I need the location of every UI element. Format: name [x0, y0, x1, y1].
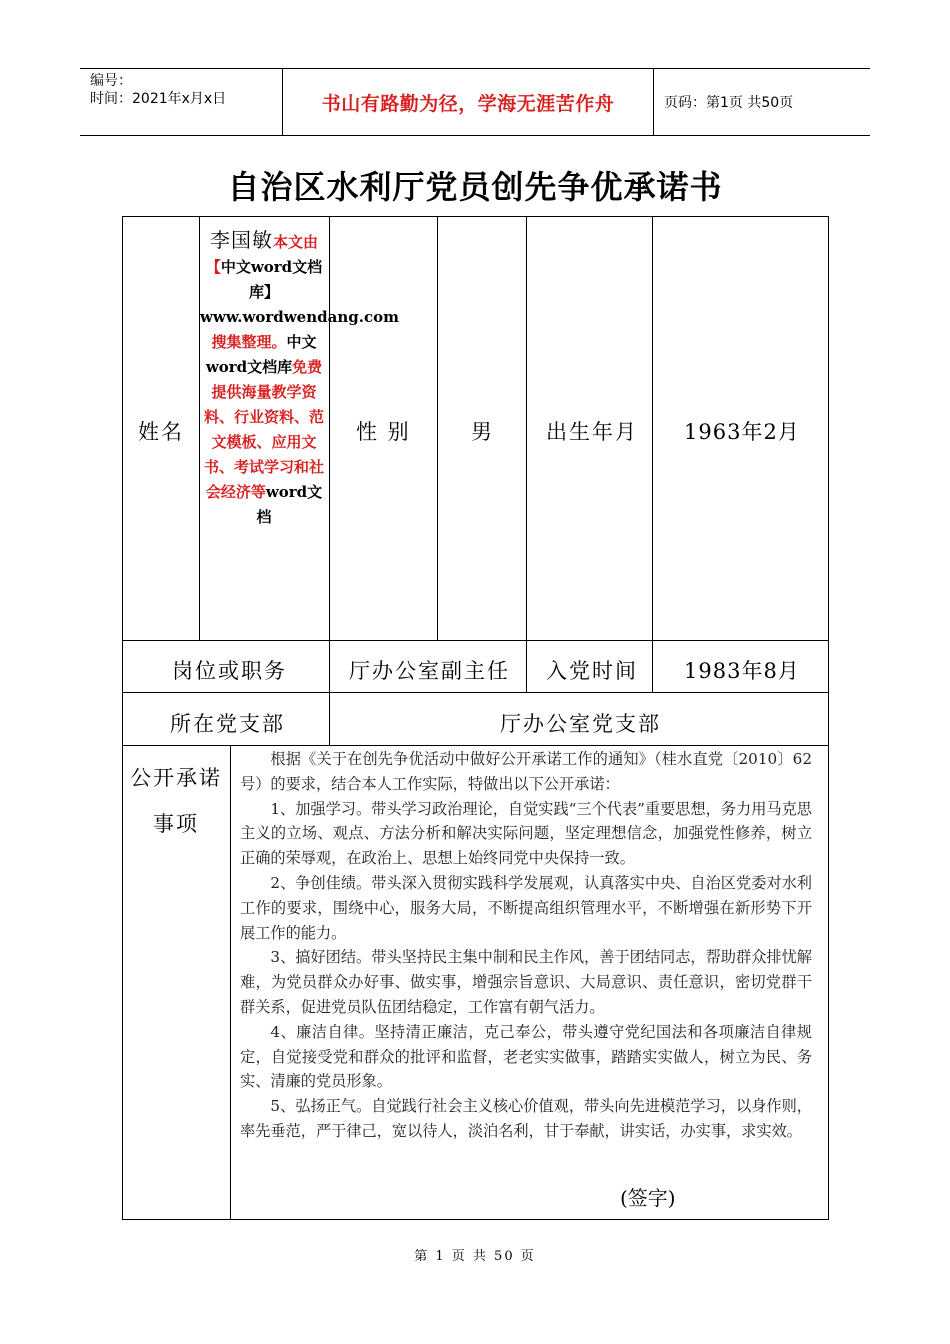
- table-rule: [122, 692, 828, 693]
- page-footer: 第 1 页 共 50 页: [414, 1249, 536, 1264]
- pledge-paragraph: 5、弘扬正气。自觉践行社会主义核心价值观，带头向先进模范学习，以身作则，率先垂范，严于律己，宽以待人，淡泊名利，甘于奉献，讲实话，办实事，求实效。: [240, 1097, 812, 1140]
- signature-field: (签字): [620, 1186, 676, 1210]
- pledge-label: 公开承诺: [130, 766, 222, 790]
- table-rule: [652, 216, 653, 692]
- document-title: 自治区水利厅党员创先争优承诺书: [227, 168, 723, 206]
- header-motto: 书山有路勤为径，学海无涯苦作舟: [283, 69, 654, 135]
- name-ad-text: word文档: [256, 483, 323, 526]
- table-border-left: [122, 216, 123, 1220]
- name-label: 姓名: [138, 420, 184, 444]
- pledge-content: [240, 747, 812, 1144]
- header-meta: [80, 69, 283, 135]
- table-rule: [122, 745, 828, 746]
- pledge-paragraph: 2、争创佳绩。带头深入贯彻实践科学发展观，认真落实中央、自治区党委对水利工作的要求，围绕中心，服务大局，不断提高组织管理水平，不断增强在新形势下开展工作的能力。: [240, 873, 812, 942]
- header-time: 时间：2021年x月x日: [90, 91, 227, 107]
- table-border-right: [828, 216, 829, 1220]
- name-ad-text: 搜集整理。: [211, 333, 287, 351]
- pledge-label: 事项: [153, 812, 199, 836]
- name-ad-text: 本文由【: [205, 233, 318, 276]
- branch-label: 所在党支部: [170, 712, 285, 736]
- table-rule: [122, 640, 828, 641]
- join-label: 入党时间: [546, 659, 638, 683]
- gender-value: 男: [471, 420, 494, 444]
- table-rule: [437, 216, 438, 640]
- position-value: 厅办公室副主任: [349, 659, 510, 683]
- table-rule: [526, 216, 527, 692]
- table-border-bottom: [122, 1219, 829, 1220]
- birth-label: 出生年月: [546, 420, 638, 444]
- page-header: [80, 68, 870, 136]
- name-ad-text: 中文word文档库】www.wordwendang.com: [200, 258, 399, 326]
- header-page-info: 页码：第1页 共50页: [664, 95, 794, 111]
- position-label: 岗位或职务: [172, 659, 287, 683]
- pledge-paragraph: 4、廉洁自律。坚持清正廉洁，克己奉公，带头遵守党纪国法和各项廉洁自律规定，自觉接受党和群众的批评和监督，老老实实做事，踏踏实实做人，树立为民、务实、清廉的党员形象。: [240, 1022, 812, 1091]
- header-number: 编号：: [90, 73, 132, 89]
- branch-value: 厅办公室党支部: [500, 712, 661, 736]
- birth-value: 1963年2月: [684, 420, 800, 444]
- pledge-paragraph: 1、加强学习。带头学习政治理论，自觉实践“三个代表”重要思想，务力用马克思主义的立场、观点、方法分析和解决实际问题，坚定理想信念，加强党性修养，树立正确的荣辱观，在政治上、思想上始终同党中央保持一致。: [240, 799, 812, 868]
- name-ad-text: 免费提供海量教学资料、行业资料、范文模板、应用文书、考试学习和社会经济等: [203, 358, 324, 501]
- table-border-top: [122, 216, 828, 217]
- gender-label: 性 别: [356, 420, 411, 444]
- pledge-paragraph: 3、搞好团结。带头坚持民主集中制和民主作风，善于团结同志，帮助群众排忧解难，为党员群众办好事、做实事，增强宗旨意识、大局意识、责任意识，密切党群干群关系，促进党员队伍团结稳定，工作富有朝气活力。: [240, 948, 812, 1016]
- name-value: 李国敏: [209, 228, 273, 252]
- table-rule: [230, 745, 231, 1219]
- join-value: 1983年8月: [684, 659, 800, 683]
- name-ad-text: 中文word文档库: [205, 333, 317, 376]
- table-rule: [329, 216, 330, 745]
- pledge-paragraph: 根据《关于在创先争优活动中做好公开承诺工作的通知》（桂水直党〔2010〕62号）的要求，结合本人工作实际，特做出以下公开承诺：: [240, 750, 812, 793]
